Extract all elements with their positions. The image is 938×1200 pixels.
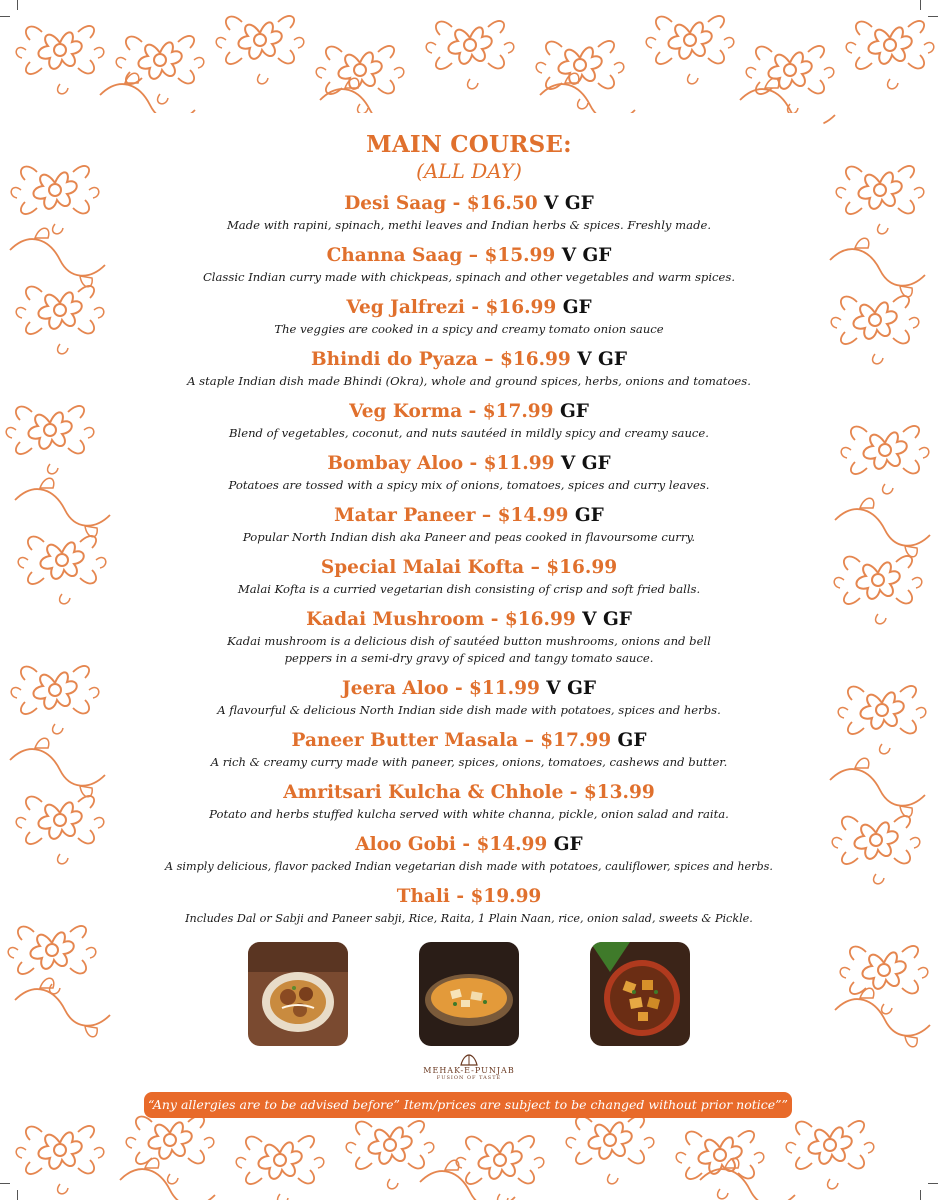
curry-dish-photo	[419, 942, 519, 1046]
crop-mark	[928, 1183, 938, 1184]
menu-item-description: A simply delicious, flavor packed Indian vegetarian dish made with potatoes, cauliflower, spices and herbs.	[165, 860, 773, 873]
menu-item-description: Popular North Indian dish aka Paneer and peas cooked in flavoursome curry.	[242, 530, 696, 544]
page-title: MAIN COURSE:	[366, 131, 572, 158]
menu-item-description: Malai Kofta is a curried vegetarian dish consisting of crisp and soft fried balls.	[237, 582, 701, 596]
menu-item-description: A rich & creamy curry made with paneer, spices, onions, tomatoes, cashews and butter.	[210, 755, 728, 769]
diet-tags: GF	[553, 401, 589, 422]
menu-item	[114, 779, 824, 823]
bombay-aloo-photo	[590, 942, 690, 1046]
menu-item-description: Potatoes are tossed with a spicy mix of onions, tomatoes, spices and curry leaves.	[228, 478, 710, 492]
diet-tags: GF	[556, 297, 592, 318]
crop-mark	[928, 16, 938, 17]
menu-item-description: A staple Indian dish made Bhindi (Okra), whole and ground spices, herbs, onions and tomatoes.	[187, 374, 751, 388]
menu-item-name: Channa Saag – $15.99	[326, 245, 556, 266]
food-photos	[0, 942, 938, 1046]
crop-mark	[920, 0, 921, 10]
menu-item	[114, 502, 824, 546]
crop-mark	[920, 1190, 921, 1200]
menu-item-name: Paneer Butter Masala – $17.99	[291, 730, 612, 751]
menu-item	[114, 606, 824, 667]
menu-item	[114, 883, 824, 927]
logo-tagline: FUSION OF TASTE	[436, 1075, 502, 1081]
menu-item	[114, 346, 824, 390]
crop-mark	[17, 1190, 18, 1200]
menu-item-name: Veg Korma - $17.99	[349, 401, 554, 422]
menu-item	[114, 675, 824, 719]
logo-icon	[459, 1054, 479, 1066]
menu-item-description: Classic Indian curry made with chickpeas, spinach and other vegetables and warm spices.	[202, 270, 736, 284]
crop-mark	[17, 0, 18, 10]
diet-tags: V GF	[554, 453, 611, 474]
menu-item	[114, 554, 824, 598]
menu-item-name: Aloo Gobi - $14.99	[355, 834, 548, 855]
diet-tags: V GF	[575, 609, 632, 630]
menu-item-description: The veggies are cooked in a spicy and creamy tomato onion sauce	[274, 322, 664, 336]
menu-item-description: Kadai mushroom is a delicious dish of sautéed button mushrooms, onions and bell peppers in a semi-dry gravy of spiced and tangy tomato sauce.	[227, 634, 711, 665]
menu-item-name: Veg Jalfrezi - $16.99	[346, 297, 557, 318]
menu-item-name: Desi Saag - $16.50	[344, 193, 538, 214]
menu-item-description: Made with rapini, spinach, methi leaves and Indian herbs & spices. Freshly made.	[226, 218, 712, 232]
menu-item-name: Matar Paneer – $14.99	[334, 505, 569, 526]
restaurant-logo	[419, 1052, 519, 1086]
menu-item-name: Amritsari Kulcha & Chhole - $13.99	[283, 782, 655, 803]
menu-item	[114, 294, 824, 338]
menu-item	[114, 398, 824, 442]
menu-item-description: Potato and herbs stuffed kulcha served with white channa, pickle, onion salad and raita.	[209, 807, 729, 821]
menu-item-name: Bombay Aloo - $11.99	[327, 453, 555, 474]
menu-item-description: A flavourful & delicious North Indian side dish made with potatoes, spices and herbs.	[217, 703, 721, 717]
menu-item-name: Bhindi do Pyaza – $16.99	[311, 349, 571, 370]
page-subtitle: (ALL DAY)	[416, 159, 522, 183]
diet-tags: GF	[568, 505, 604, 526]
diet-tags: GF	[611, 730, 647, 751]
menu-content	[114, 130, 824, 935]
menu-item	[114, 727, 824, 771]
menu-item	[114, 190, 824, 234]
diet-tags: V GF	[555, 245, 612, 266]
menu-item-description: Blend of vegetables, coconut, and nuts sautéed in mildly spicy and creamy sauce.	[229, 426, 709, 440]
crop-mark	[0, 1183, 10, 1184]
menu-item-name: Kadai Mushroom - $16.99	[306, 609, 576, 630]
menu-item-name: Jeera Aloo - $11.99	[341, 678, 540, 699]
diet-tags: GF	[547, 834, 583, 855]
logo-name: MEHAK-E-PUNJAB	[423, 1066, 515, 1075]
diet-tags: V GF	[570, 349, 627, 370]
menu-item	[114, 242, 824, 286]
menu-item	[114, 831, 824, 875]
menu-item-name: Special Malai Kofta – $16.99	[320, 557, 618, 578]
menu-item-name: Thali - $19.99	[396, 886, 542, 907]
allergy-notice-banner: “Any allergies are to be advised before” Item/prices are subject to be changed without prior notice””	[144, 1092, 792, 1118]
diet-tags: V GF	[539, 678, 597, 699]
malai-kofta-photo	[248, 942, 348, 1046]
menu-item	[114, 450, 824, 494]
diet-tags: V GF	[537, 193, 594, 214]
menu-item-description: Includes Dal or Sabji and Paneer sabji, Rice, Raita, 1 Plain Naan, rice, onion salad, sweets & Pickle.	[185, 912, 753, 925]
crop-mark	[0, 16, 10, 17]
